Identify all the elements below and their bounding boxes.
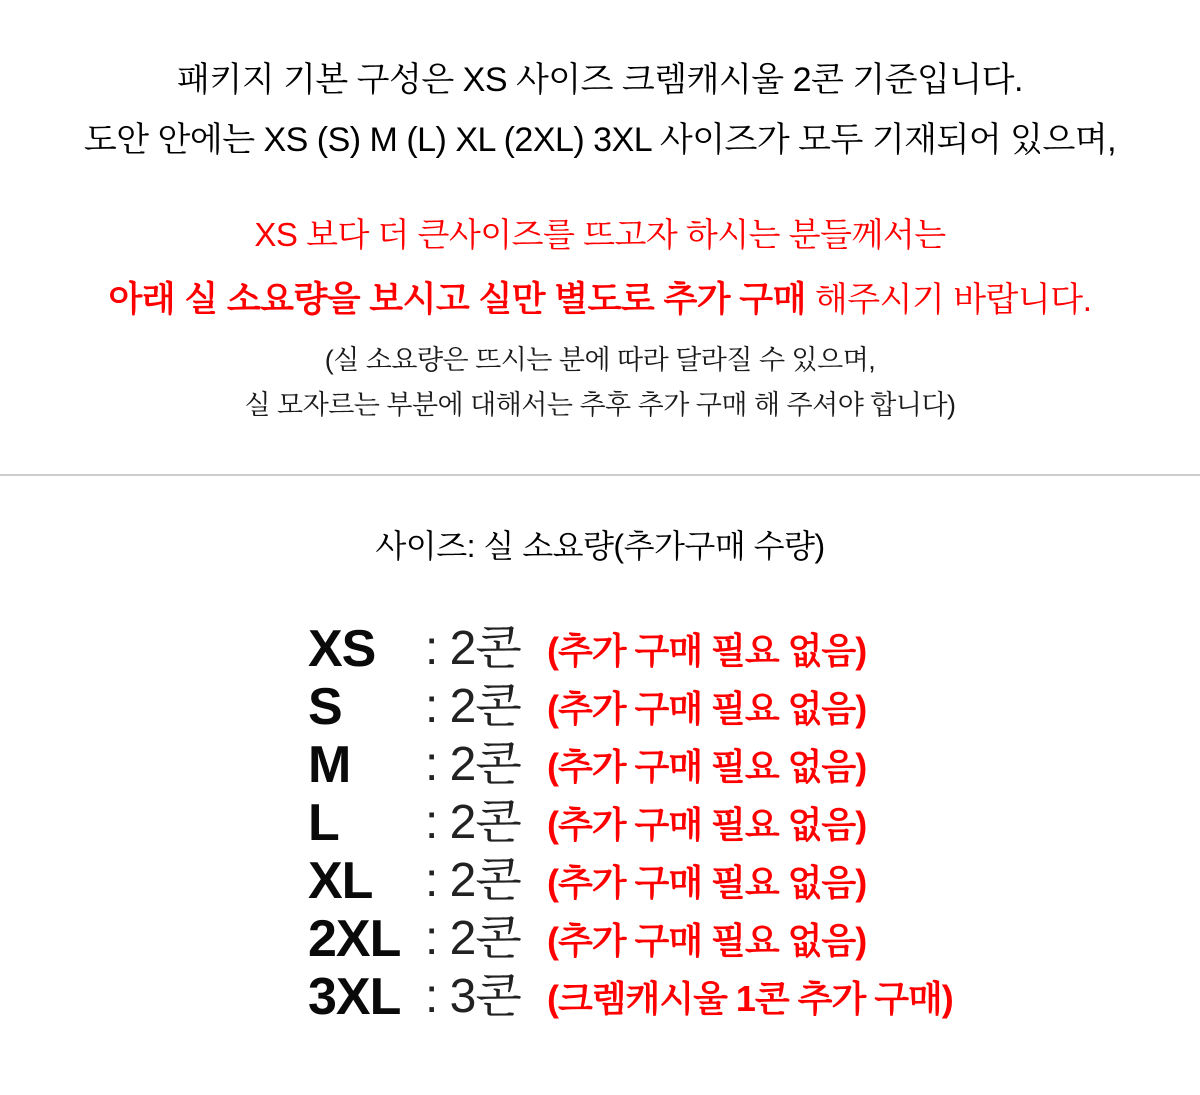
size-row (308, 620, 1008, 678)
package-base-line: 패키지 기본 구성은 XS 사이즈 크렘캐시울 2콘 기준입니다. (177, 61, 1023, 99)
yarn-amount: : 2콘 (425, 854, 521, 907)
size-row (308, 852, 1008, 910)
yarn-amount: : 2콘 (425, 796, 521, 849)
pattern-sizes-line: 도안 안에는 XS (S) M (L) XL (2XL) 3XL 사이즈가 모두 기재되어 있으며, (83, 121, 1117, 159)
purchase-note: (추가 구매 필요 없음) (547, 630, 867, 671)
size-label: XL (308, 852, 373, 910)
purchase-note: (추가 구매 필요 없음) (547, 688, 867, 729)
size-label: L (308, 794, 339, 852)
yarn-amount: : 2콘 (425, 912, 521, 965)
yarn-amount: : 3콘 (425, 970, 521, 1023)
yarn-amount: : 2콘 (425, 738, 521, 791)
size-row (308, 968, 1008, 1026)
purchase-note: (추가 구매 필요 없음) (547, 804, 867, 845)
size-label: 3XL (308, 968, 401, 1026)
warning-purchase-line (0, 280, 1200, 320)
size-row (308, 678, 1008, 736)
yarn-amount: : 2콘 (425, 680, 521, 733)
size-label: M (308, 736, 351, 794)
size-list (308, 620, 1008, 1026)
purchase-note: (추가 구매 필요 없음) (547, 862, 867, 903)
yarn-amount: : 2콘 (425, 622, 521, 675)
size-label: S (308, 678, 342, 736)
size-row (308, 910, 1008, 968)
caution-line-2: 실 모자르는 부분에 대해서는 추후 추가 구매 해 주셔야 합니다) (244, 390, 956, 420)
size-table-heading: 사이즈: 실 소요량(추가구매 수량) (375, 528, 825, 564)
size-row (308, 794, 1008, 852)
size-row (308, 736, 1008, 794)
intro-section (0, 0, 1200, 419)
warning-line: XS 보다 더 큰사이즈를 뜨고자 하시는 분들께서는 (254, 216, 946, 253)
size-label: XS (308, 620, 376, 678)
warning-emphasis: 아래 실 소요량을 보시고 실만 별도로 추가 구매 (108, 280, 806, 319)
section-divider (0, 474, 1200, 476)
size-requirement-section (0, 528, 1200, 1026)
warning-tail: 해주시기 바랍니다. (805, 281, 1092, 319)
purchase-note: (추가 구매 필요 없음) (547, 920, 867, 961)
purchase-note: (추가 구매 필요 없음) (547, 746, 867, 787)
purchase-note: (크렘캐시울 1콘 추가 구매) (547, 978, 953, 1019)
caution-line-1: (실 소요량은 뜨시는 분에 따라 달라질 수 있으며, (324, 345, 876, 375)
size-label: 2XL (308, 910, 401, 968)
